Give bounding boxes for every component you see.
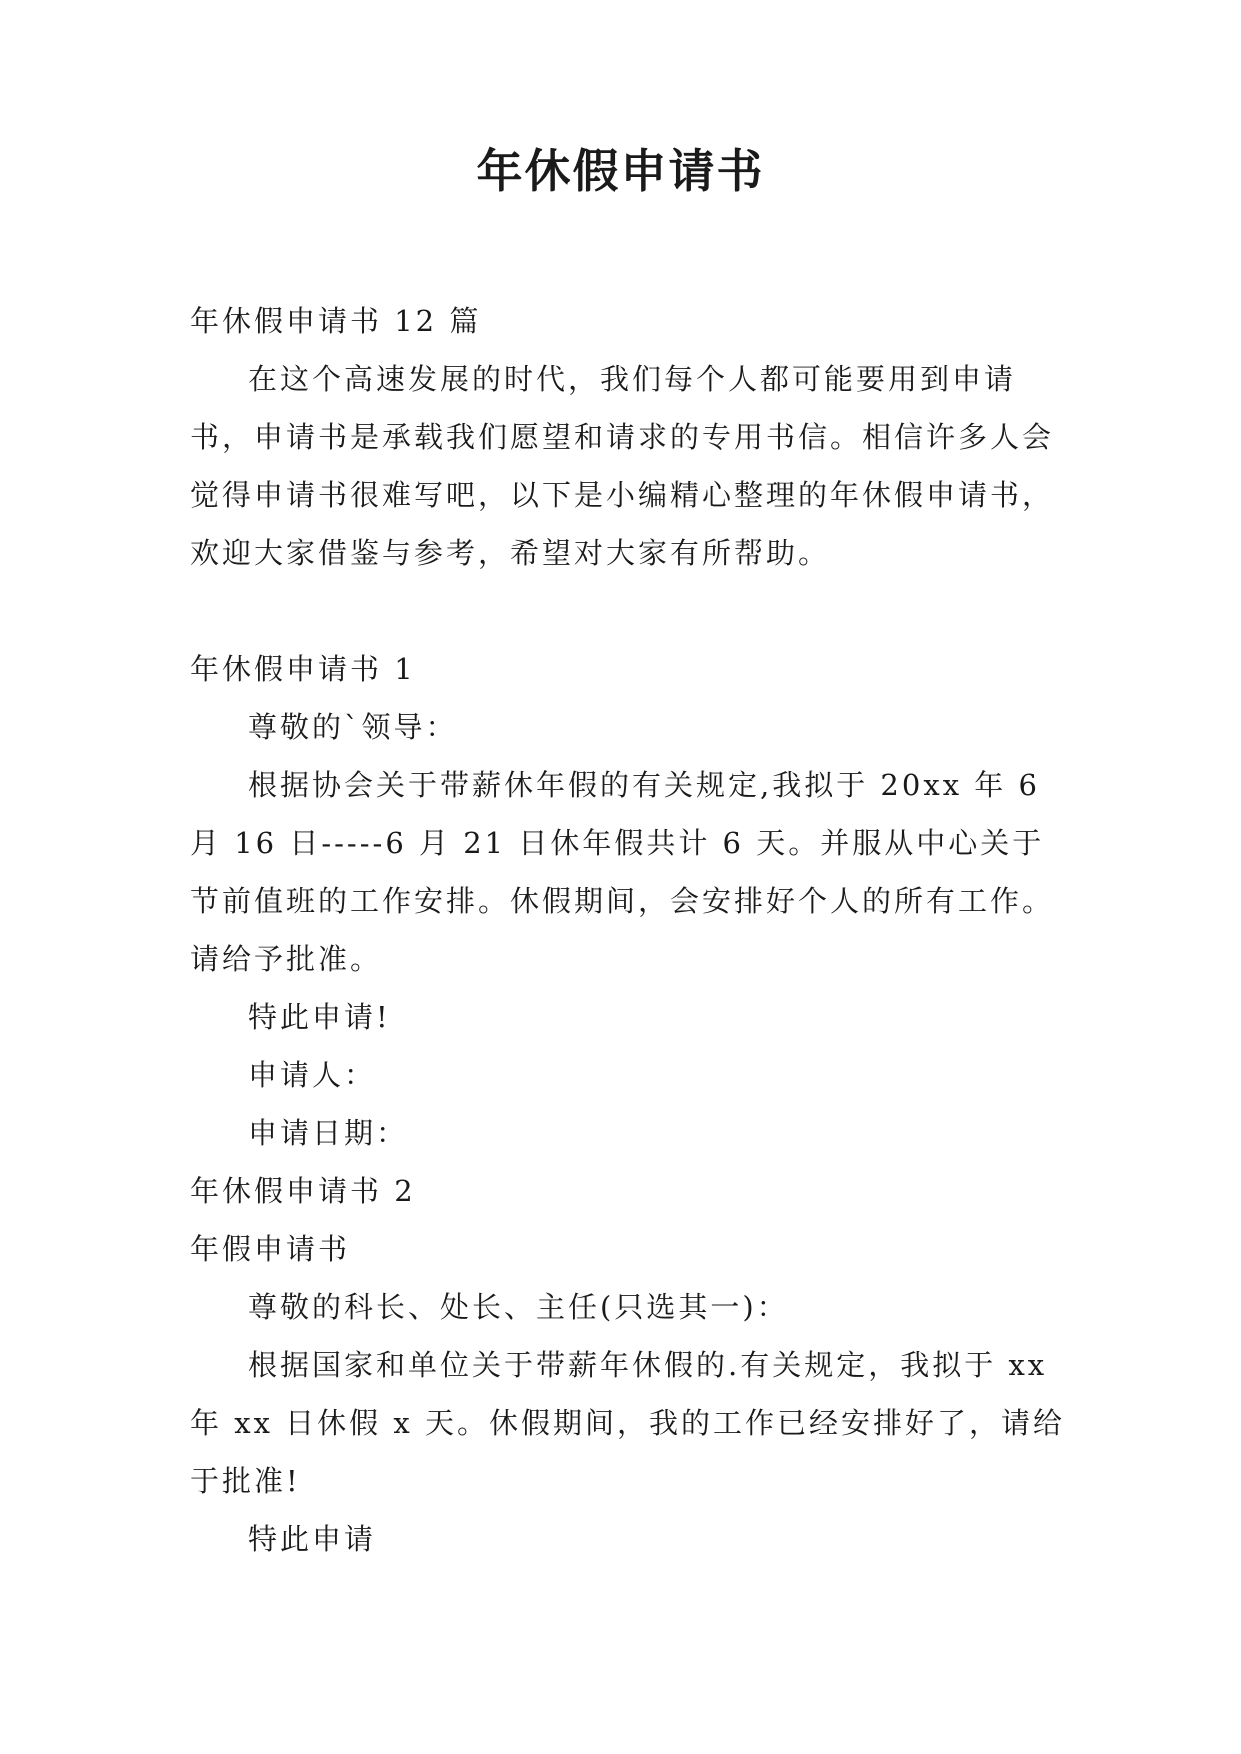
letter2-subheading: 年假申请书 [190,1232,351,1266]
letter1-applicant: 申请人： [248,1058,377,1092]
document-title: 年休假申请书 [476,144,765,198]
letter1-heading: 年休假申请书 1 [190,652,416,686]
letter1-date: 申请日期： [248,1116,409,1150]
letter2-closing: 特此申请 [248,1522,377,1556]
letter2-salutation: 尊敬的科长、处长、主任(只选其一)： [248,1290,789,1324]
letter2-body: 根据国家和单位关于带薪年休假的.有关规定，我拟于 xx 年 xx 日休假 x 天。休假期间，我的工作已经安排好了，请给于批准! [190,1348,1065,1498]
document-body [190,292,1070,1568]
letter1-closing: 特此申请! [248,1000,391,1034]
intro-paragraph: 在这个高速发展的时代，我们每个人都可能要用到申请书，申请书是承载我们愿望和请求的专用书信。相信许多人会觉得申请书很难写吧，以下是小编精心整理的年休假申请书，欢迎大家借鉴与参考，希望对大家有所帮助。 [190,362,1055,570]
letter1-salutation: 尊敬的`领导： [248,710,458,744]
collection-heading: 年休假申请书 12 篇 [190,304,482,338]
letter1-body: 根据协会关于带薪休年假的有关规定,我拟于 20xx 年 6 月 16 日-----6 月 21 日休年假共计 6 天。并服从中心关于节前值班的工作安排。休假期间，会安排好个人的所有工作。请给予批准。 [190,768,1055,976]
letter2-heading: 年休假申请书 2 [190,1174,416,1208]
